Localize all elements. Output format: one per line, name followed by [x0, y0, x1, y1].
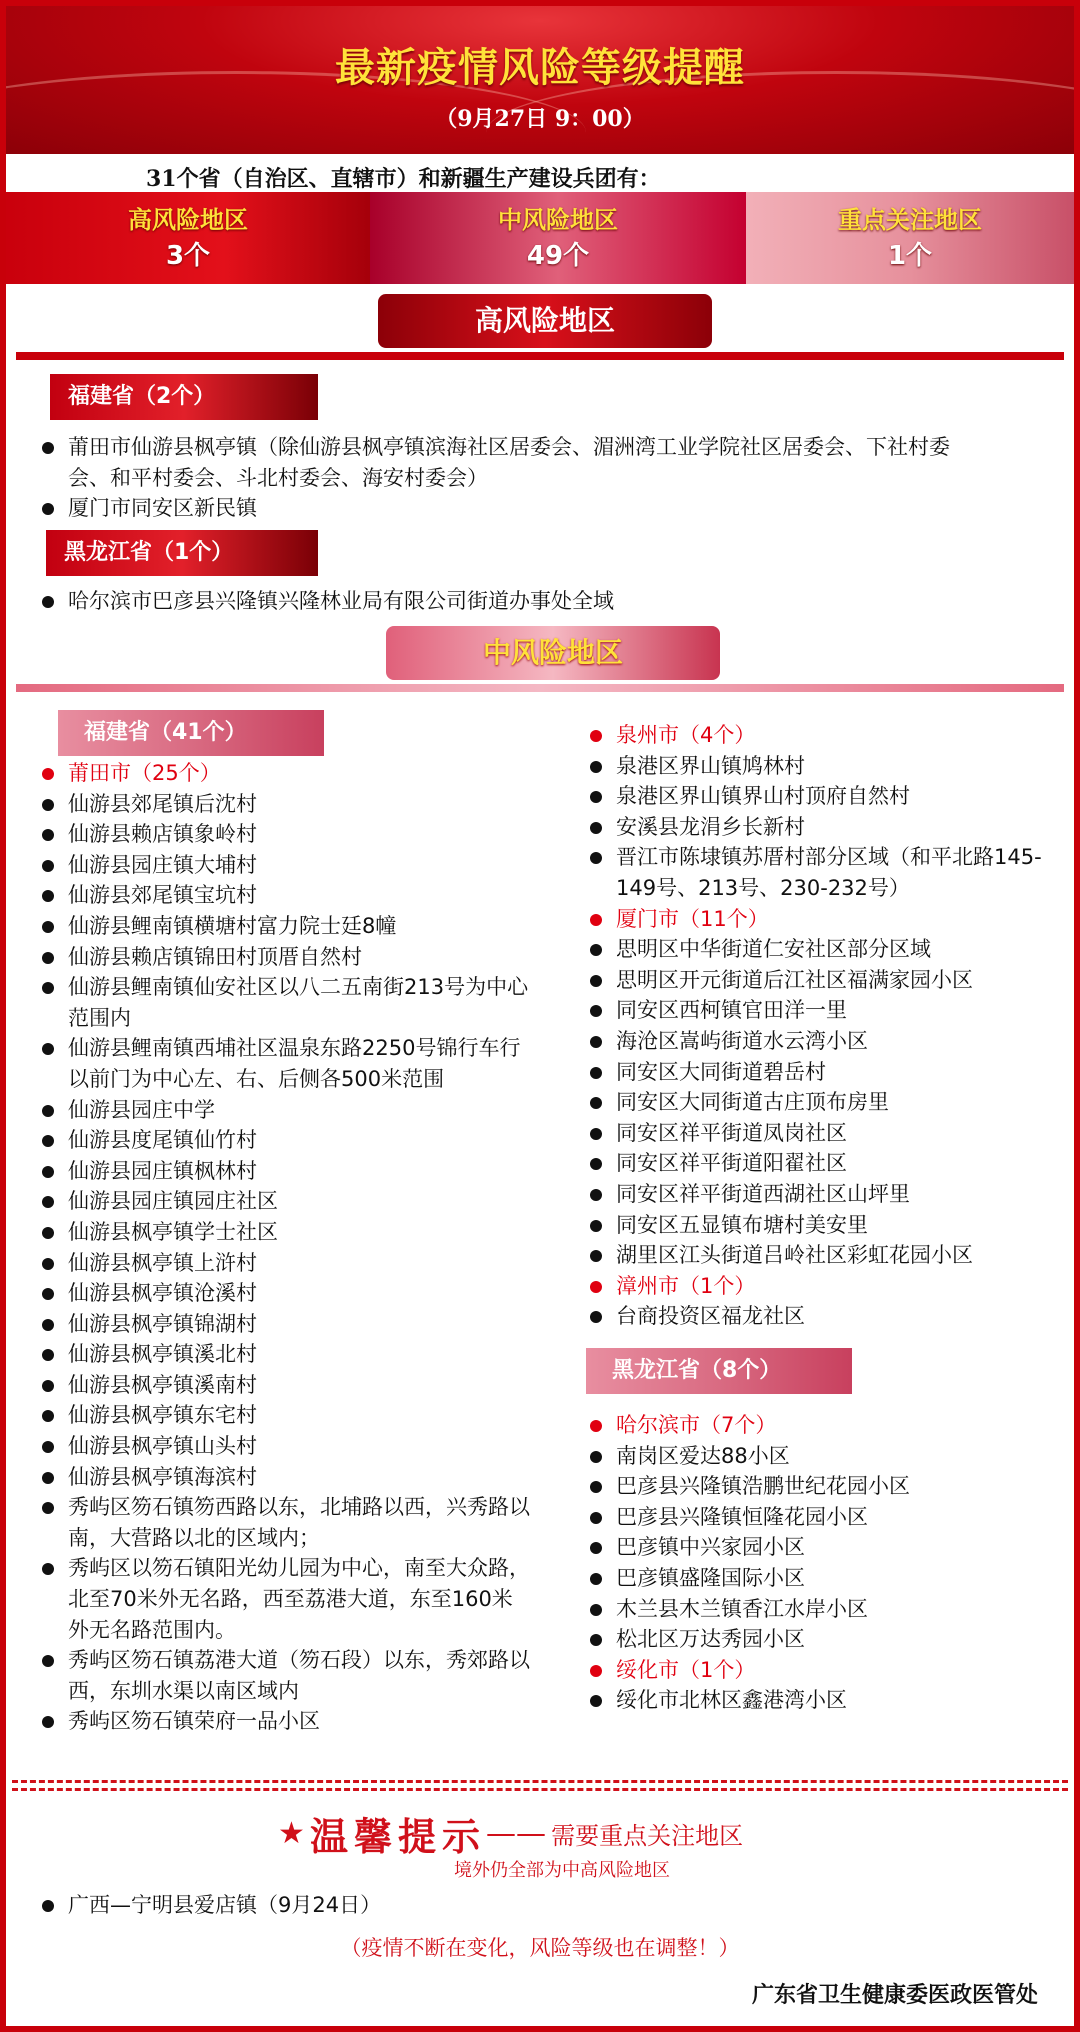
list-item: 台商投资区福龙社区 — [588, 1301, 1068, 1332]
list-item: 泉港区界山镇界山村顶府自然村 — [588, 781, 1068, 812]
list-item: 仙游县枫亭镇海滨村 — [40, 1462, 530, 1493]
list-item: 晋江市陈埭镇苏厝村部分区域（和平北路145-149号、213号、230-232号） — [588, 842, 1068, 903]
province-tag-fujian-high: 福建省（2个） — [50, 374, 318, 420]
list-item: 松北区万达秀园小区 — [588, 1624, 1068, 1655]
list-item: 仙游县园庄中学 — [40, 1095, 530, 1126]
medium-risk-right-fujian-list — [588, 720, 1068, 1332]
list-item: 仙游县赖店镇锦田村顶厝自然村 — [40, 942, 530, 973]
list-item: 莆田市仙游县枫亭镇（除仙游县枫亭镇滨海社区居委会、湄洲湾工业学院社区居委会、下社村委会、和平村委会、斗北村委会、海安村委会） — [40, 432, 960, 493]
list-item: 湖里区江头街道吕岭社区彩虹花园小区 — [588, 1240, 1068, 1271]
section-divider — [16, 684, 1064, 692]
list-item: 同安区大同街道古庄顶布房里 — [588, 1087, 1068, 1118]
summary-high-count: 3个 — [165, 241, 211, 271]
list-item: 木兰县木兰镇香江水岸小区 — [588, 1594, 1068, 1625]
list-item: 哈尔滨市巴彦县兴隆镇兴隆林业局有限公司街道办事处全域 — [40, 586, 960, 617]
list-item: 绥化市北林区鑫港湾小区 — [588, 1685, 1068, 1716]
list-item: 同安区祥平街道阳翟社区 — [588, 1148, 1068, 1179]
dashed-divider — [12, 1780, 1068, 1783]
province-tag-heilongjiang-medium: 黑龙江省（8个） — [586, 1348, 852, 1394]
list-item: 思明区开元街道后江社区福满家园小区 — [588, 965, 1068, 996]
list-item: 同安区五显镇布塘村美安里 — [588, 1210, 1068, 1241]
list-item: 厦门市同安区新民镇 — [40, 493, 960, 524]
summary-medium-risk — [370, 192, 746, 284]
city-heading: 绥化市（1个） — [588, 1655, 1068, 1686]
list-item: 巴彦镇盛隆国际小区 — [588, 1563, 1068, 1594]
list-item: 泉港区界山镇鸠林村 — [588, 751, 1068, 782]
list-item: 仙游县园庄镇园庄社区 — [40, 1186, 530, 1217]
province-tag-heilongjiang-high: 黑龙江省（1个） — [46, 530, 318, 576]
medium-risk-left-list — [40, 758, 530, 1737]
tip-title: 温馨提示 — [310, 1814, 487, 1859]
province-tag-fujian-medium: 福建省（41个） — [58, 710, 324, 756]
medium-risk-right-heilongjiang-list — [588, 1410, 1068, 1716]
summary-focus-count: 1个 — [887, 241, 933, 271]
city-heading: 泉州市（4个） — [588, 720, 1068, 751]
list-item: 思明区中华街道仁安社区部分区域 — [588, 934, 1068, 965]
list-item: 仙游县园庄镇大埔村 — [40, 850, 530, 881]
list-item: 南岗区爱达88小区 — [588, 1441, 1068, 1472]
list-item: 巴彦镇中兴家园小区 — [588, 1532, 1068, 1563]
tip-subtitle: 需要重点关注地区 — [551, 1822, 744, 1850]
list-item: 仙游县枫亭镇学士社区 — [40, 1217, 530, 1248]
intro-text: 31个省（自治区、直辖市）和新疆生产建设兵团有： — [146, 166, 661, 192]
list-item: 同安区祥平街道西湖社区山坪里 — [588, 1179, 1068, 1210]
list-item: 仙游县枫亭镇锦湖村 — [40, 1309, 530, 1340]
summary-high-risk — [6, 192, 370, 284]
section-divider — [16, 352, 1064, 360]
page-title: 最新疫情风险等级提醒 — [335, 44, 745, 91]
list-item: 仙游县枫亭镇沧溪村 — [40, 1278, 530, 1309]
list-item: 秀屿区笏石镇荣府一品小区 — [40, 1706, 530, 1737]
header-banner — [6, 6, 1074, 154]
list-item: 广西—宁明县爱店镇（9月24日） — [40, 1890, 940, 1921]
list-item: 秀屿区笏石镇荔港大道（笏石段）以东，秀郊路以西，东圳水渠以南区域内 — [40, 1645, 530, 1706]
list-item: 仙游县赖店镇象岭村 — [40, 819, 530, 850]
focus-area-list — [40, 1890, 940, 1921]
list-item: 海沧区嵩屿街道水云湾小区 — [588, 1026, 1068, 1057]
list-item: 仙游县枫亭镇溪南村 — [40, 1370, 530, 1401]
page-subtitle-date: （9月27日 9：00） — [435, 106, 645, 132]
list-item: 仙游县鲤南镇横塘村富力院士廷8幢 — [40, 911, 530, 942]
summary-focus-label: 重点关注地区 — [838, 206, 982, 234]
summary-high-label: 高风险地区 — [128, 206, 248, 234]
summary-focus-area — [746, 192, 1074, 284]
list-item: 仙游县度尾镇仙竹村 — [40, 1125, 530, 1156]
list-item: 仙游县园庄镇枫林村 — [40, 1156, 530, 1187]
summary-medium-count: 49个 — [526, 241, 590, 271]
star-icon: ★ — [278, 1816, 305, 1851]
high-risk-heilongjiang-list — [40, 586, 960, 617]
list-item: 巴彦县兴隆镇恒隆花园小区 — [588, 1502, 1068, 1533]
list-item: 仙游县枫亭镇溪北村 — [40, 1339, 530, 1370]
list-item: 仙游县枫亭镇东宅村 — [40, 1400, 530, 1431]
list-item: 同安区祥平街道凤岗社区 — [588, 1118, 1068, 1149]
list-item: 仙游县郊尾镇后沈村 — [40, 789, 530, 820]
dashed-divider — [12, 1788, 1068, 1791]
list-item: 仙游县郊尾镇宝坑村 — [40, 880, 530, 911]
list-item: 同安区大同街道碧岳村 — [588, 1057, 1068, 1088]
warning-text: （疫情不断在变化，风险等级也在调整！） — [340, 1936, 740, 1960]
list-item: 秀屿区以笏石镇阳光幼儿园为中心，南至大众路，北至70米外无名路，西至荔港大道，东至160米外无名路范围内。 — [40, 1553, 530, 1645]
high-risk-fujian-list — [40, 432, 960, 524]
tip-note: 境外仍全部为中高风险地区 — [454, 1860, 670, 1881]
high-risk-section-title: 高风险地区 — [378, 294, 712, 348]
list-item: 仙游县枫亭镇山头村 — [40, 1431, 530, 1462]
list-item: 安溪县龙涓乡长新村 — [588, 812, 1068, 843]
city-heading: 莆田市（25个） — [40, 758, 530, 789]
city-heading: 漳州市（1个） — [588, 1271, 1068, 1302]
list-item: 仙游县鲤南镇西埔社区温泉东路2250号锦行车行以前门为中心左、右、后侧各500米范围 — [40, 1033, 530, 1094]
tip-dash: —— — [486, 1816, 547, 1851]
list-item: 仙游县鲤南镇仙安社区以八二五南街213号为中心范围内 — [40, 972, 530, 1033]
tip-heading — [278, 1806, 743, 1861]
issuer-organization: 广东省卫生健康委医政医管处 — [751, 1983, 1038, 2008]
list-item: 秀屿区笏石镇笏西路以东，北埔路以西，兴秀路以南，大营路以北的区域内； — [40, 1492, 530, 1553]
summary-medium-label: 中风险地区 — [498, 206, 618, 234]
list-item: 同安区西柯镇官田洋一里 — [588, 995, 1068, 1026]
city-heading: 厦门市（11个） — [588, 904, 1068, 935]
list-item: 仙游县枫亭镇上浒村 — [40, 1248, 530, 1279]
list-item: 巴彦县兴隆镇浩鹏世纪花园小区 — [588, 1471, 1068, 1502]
city-heading: 哈尔滨市（7个） — [588, 1410, 1068, 1441]
medium-risk-section-title: 中风险地区 — [386, 626, 720, 680]
